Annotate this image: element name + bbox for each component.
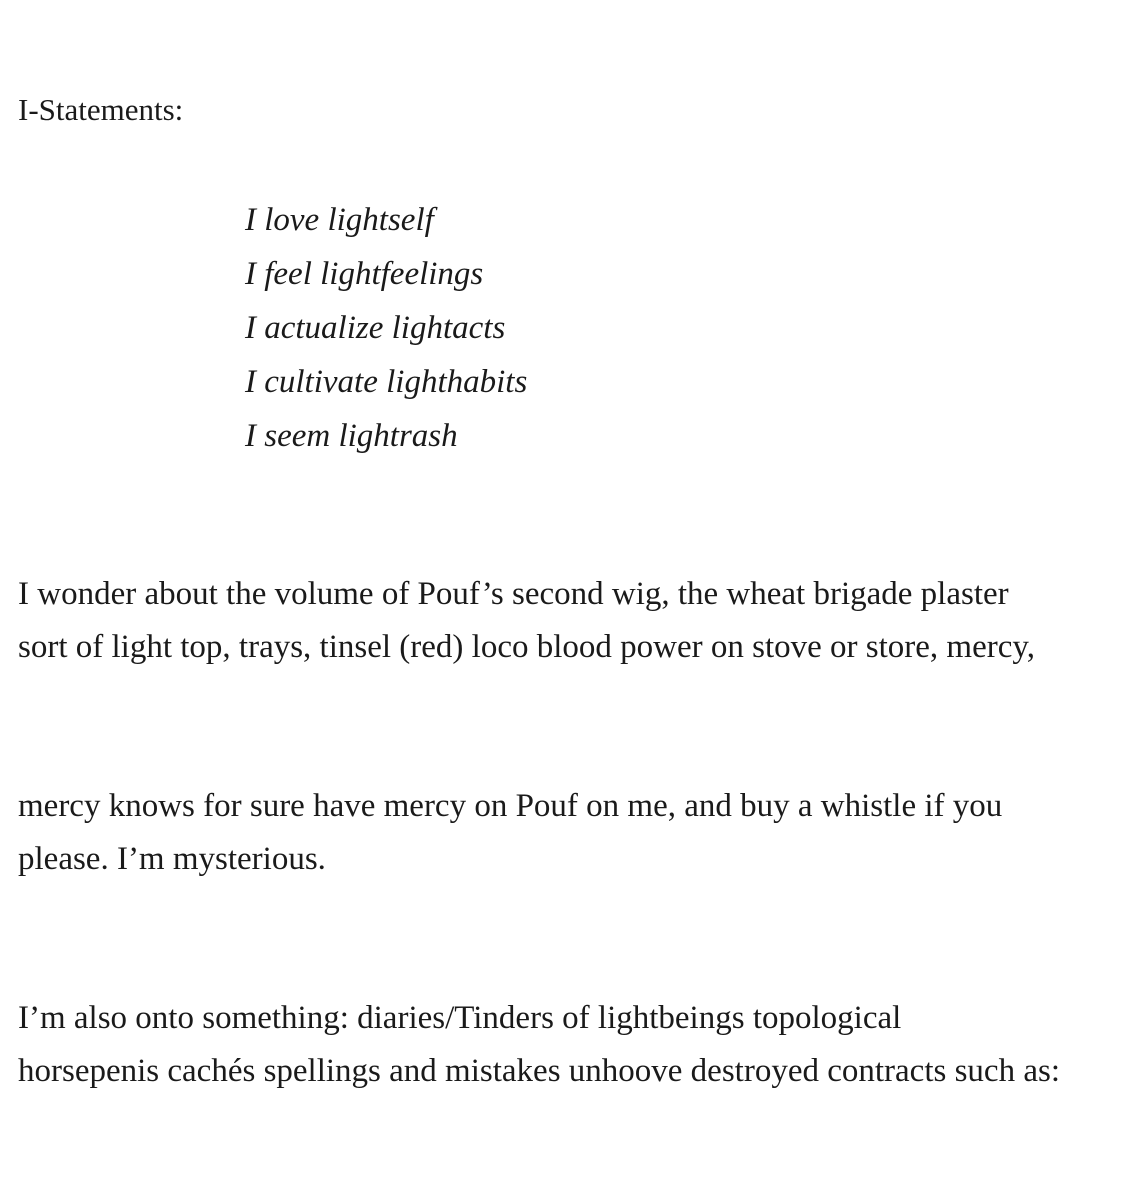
poem-stanza	[245, 193, 527, 463]
poem-line: I feel lightfeelings	[245, 256, 484, 292]
paragraph-line: please. I’m mysterious.	[18, 841, 326, 877]
paragraph-mercy	[18, 780, 1134, 886]
section-heading: I-Statements:	[18, 92, 184, 127]
poem-line: I cultivate lighthabits	[245, 364, 528, 400]
poem-line: I seem lightrash	[245, 418, 458, 454]
paragraph-line: horsepenis cachés spellings and mistakes unhoove destroyed contracts such as:	[18, 1053, 1060, 1089]
paragraph-onto-something	[18, 992, 1134, 1098]
paragraph-line: mercy knows for sure have mercy on Pouf on me, and buy a whistle if you	[18, 788, 1003, 824]
paragraph-line: sort of light top, trays, tinsel (red) loco blood power on stove or store, mercy,	[18, 629, 1035, 665]
paragraph-wonder	[18, 568, 1134, 674]
paragraph-line: I’m also onto something: diaries/Tinders of lightbeings topological	[18, 1000, 902, 1036]
paragraph-line: I wonder about the volume of Pouf’s second wig, the wheat brigade plaster	[18, 576, 1009, 612]
poem-line: I love lightself	[245, 202, 434, 238]
poem-line: I actualize lightacts	[245, 310, 506, 346]
